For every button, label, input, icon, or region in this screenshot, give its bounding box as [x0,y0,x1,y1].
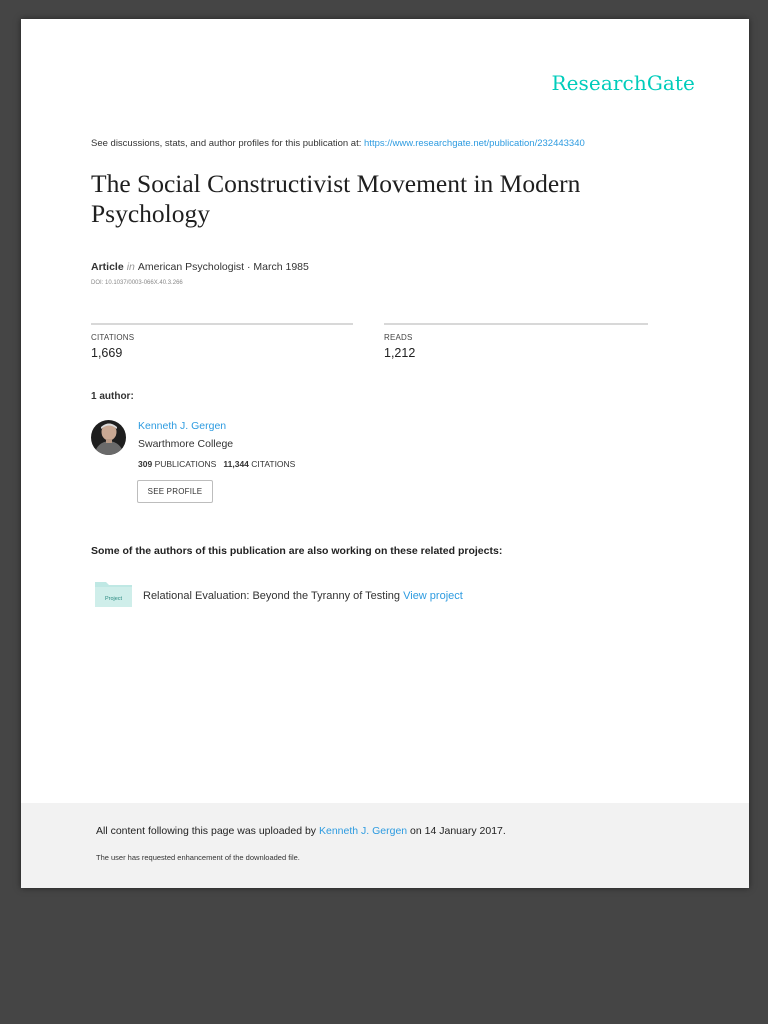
publication-meta [91,261,309,273]
author-publications-label: PUBLICATIONS [154,459,217,469]
author-avatar[interactable] [91,420,126,455]
upload-suffix: on 14 January 2017. [407,825,506,837]
author-photo-icon [91,420,126,455]
folder-label: Project [104,596,123,602]
view-project-link[interactable]: View project [403,590,463,602]
publication-title: The Social Constructivist Movement in Modern Psychology [91,169,581,228]
reads-value: 1,212 [384,346,416,360]
doi: DOI: 10.1037/0003-066X.40.3.266 [91,280,183,286]
project-folder-icon [94,579,133,608]
citations-value: 1,669 [91,346,123,360]
folder-icon [94,579,133,608]
upload-prefix: All content following this page was uploaded by [96,825,319,837]
discussion-line [91,138,585,149]
upload-footer [21,803,749,888]
author-citations-count: 11,344 [223,459,249,469]
author-citations-label: CITATIONS [251,459,296,469]
authors-heading: 1 author: [91,391,134,402]
citations-label: CITATIONS [91,333,135,342]
see-profile-button[interactable]: SEE PROFILE [137,480,213,503]
author-institution: Swarthmore College [138,438,234,450]
project-title: Relational Evaluation: Beyond the Tyranny of Testing [143,590,401,602]
discussion-text: See discussions, stats, and author profiles for this publication at: [91,138,365,149]
uploader-link[interactable]: Kenneth J. Gergen [318,825,408,837]
author-publications-count: 309 [138,459,153,469]
journal-info: American Psychologist · March 1985 [137,261,309,273]
publication-type: Article [91,261,124,273]
researchgate-logo[interactable]: ResearchGate [551,71,695,95]
author-name-link[interactable]: Kenneth J. Gergen [138,420,227,432]
in-word: in [126,261,135,273]
citations-stat [91,323,353,360]
author-stats [138,459,295,469]
enhancement-note: The user has requested enhancement of the downloaded file. [96,853,300,862]
reads-label: READS [384,333,413,342]
project-row [143,590,463,602]
upload-info [96,825,506,837]
reads-stat [384,323,648,360]
cover-page [21,19,749,888]
related-projects-heading: Some of the authors of this publication are also working on these related projects: [91,545,503,557]
publication-url-link[interactable]: https://www.researchgate.net/publication/232443340 [364,138,585,149]
